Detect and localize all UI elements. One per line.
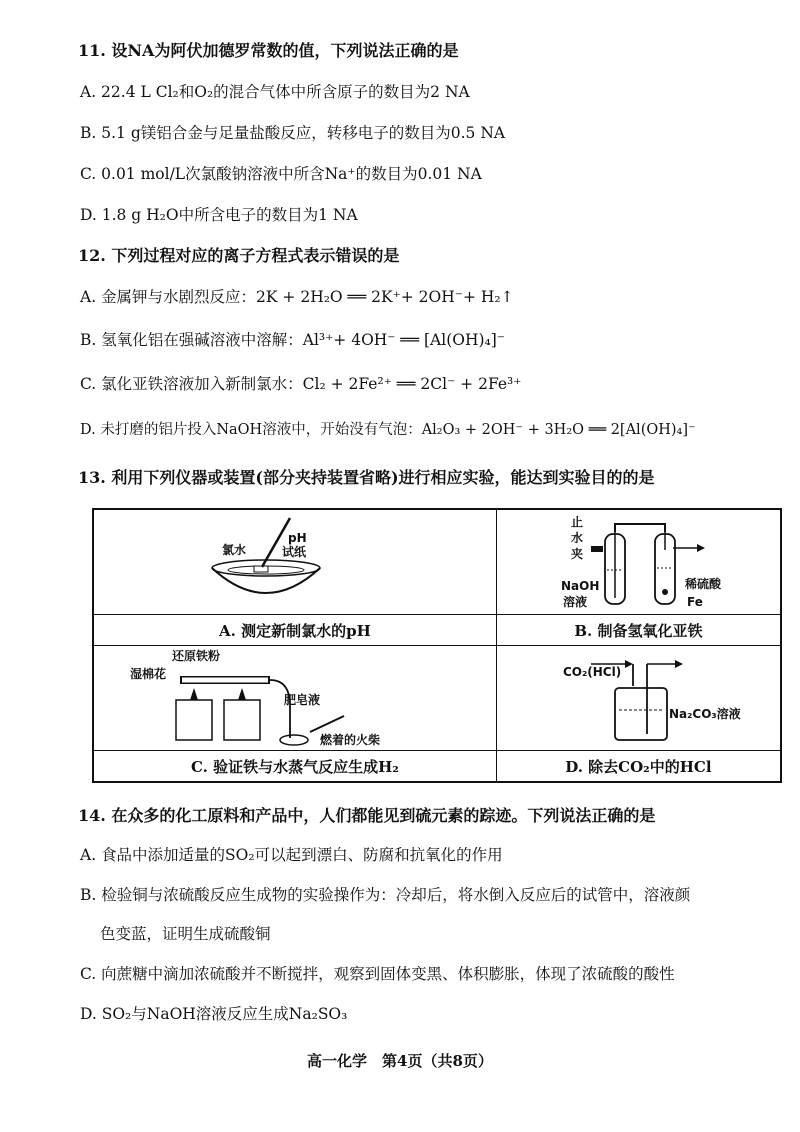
gas-washing-bottle	[497, 646, 800, 750]
evaporating-dish-diagram	[94, 510, 439, 614]
figure-b	[496, 509, 781, 615]
q11-stem: 11. 设NA为阿伏加德罗常数的值，下列说法正确的是	[78, 41, 459, 60]
label-burning-match: 燃着的火柴	[320, 733, 381, 747]
label-sodium-carbonate-solution: Na₂CO₃溶液	[668, 707, 741, 721]
figure-a	[93, 509, 496, 615]
label-clamp-1: 止	[570, 515, 583, 529]
label-test-paper: 试纸	[282, 545, 307, 559]
q11-option-d: D. 1.8 g H₂O中所含电子的数目为1 NA	[80, 206, 358, 224]
label-fe: Fe	[686, 595, 703, 609]
q12-option-a: A. 金属钾与水剧烈反应：2K + 2H₂O ══ 2K⁺+ 2OH⁻+ H₂↑	[80, 288, 514, 306]
q13-stem: 13. 利用下列仪器或装置(部分夹持装置省略)进行相应实验，能达到实验目的的是	[78, 468, 655, 487]
q12-option-b: B. 氢氧化铝在强碱溶液中溶解：Al³⁺+ 4OH⁻ ══ [Al(OH)₄]⁻	[80, 331, 505, 349]
label-naoh-solution: 溶液	[562, 595, 587, 609]
caption-a: A. 测定新制氯水的pH	[93, 615, 496, 646]
label-clamp-3: 夹	[570, 547, 583, 561]
label-dilute-sulfuric-acid: 稀硫酸	[684, 577, 721, 591]
q14-option-b-line1: B. 检验铜与浓硫酸反应生成物的实验操作为：冷却后，将水倒入反应后的试管中，溶液颜	[80, 886, 691, 904]
q14-option-a: A. 食品中添加适量的SO₂可以起到漂白、防腐和抗氧化的作用	[80, 846, 503, 864]
q14-stem: 14. 在众多的化工原料和产品中，人们都能见到硫元素的踪迹。下列说法正确的是	[78, 806, 656, 825]
experiment-table	[92, 508, 782, 783]
q11-option-c: C. 0.01 mol/L次氯酸钠溶液中所含Na⁺的数目为0.01 NA	[80, 165, 482, 183]
caption-d: D. 除去CO₂中的HCl	[496, 751, 781, 783]
q14-option-d: D. SO₂与NaOH溶液反应生成Na₂SO₃	[80, 1005, 348, 1023]
q11-option-a: A. 22.4 L Cl₂和O₂的混合气体中所含原子的数目为2 NA	[80, 83, 470, 101]
label-chlorine-water: 氯水	[222, 543, 247, 557]
q11-option-b: B. 5.1 g镁铝合金与足量盐酸反应，转移电子的数目为0.5 NA	[80, 124, 506, 142]
label-reduced-iron-powder: 还原铁粉	[172, 649, 221, 663]
label-naoh: NaOH	[560, 579, 600, 593]
q12-option-d: D. 未打磨的铝片投入NaOH溶液中，开始没有气泡：Al₂O₃ + 2OH⁻ + 3H₂O ══ 2[Al(OH)₄]⁻	[80, 422, 696, 438]
figure-d	[496, 646, 781, 751]
figure-c	[93, 646, 496, 751]
ferrous-hydroxide-apparatus	[497, 510, 800, 614]
label-ph: pH	[288, 531, 307, 545]
label-wet-cotton: 湿棉花	[130, 667, 167, 681]
q14-option-b-line2: 色变蓝，证明生成硫酸铜	[100, 925, 271, 943]
iron-steam-apparatus	[94, 646, 439, 750]
q12-option-c: C. 氯化亚铁溶液加入新制氯水：Cl₂ + 2Fe²⁺ ══ 2Cl⁻ + 2Fe³⁺	[80, 375, 522, 393]
q12-stem: 12. 下列过程对应的离子方程式表示错误的是	[78, 246, 400, 265]
label-soap-solution: 肥皂液	[284, 693, 321, 707]
label-co2-hcl: CO₂(HCl)	[562, 665, 621, 679]
caption-b: B. 制备氢氧化亚铁	[496, 615, 781, 646]
label-clamp-2: 水	[570, 531, 583, 545]
q14-option-c: C. 向蔗糖中滴加浓硫酸并不断搅拌，观察到固体变黑、体积膨胀，体现了浓硫酸的酸性	[80, 965, 675, 983]
page-footer: 高一化学 第4页（共8页）	[307, 1052, 493, 1070]
caption-c: C. 验证铁与水蒸气反应生成H₂	[93, 751, 496, 783]
